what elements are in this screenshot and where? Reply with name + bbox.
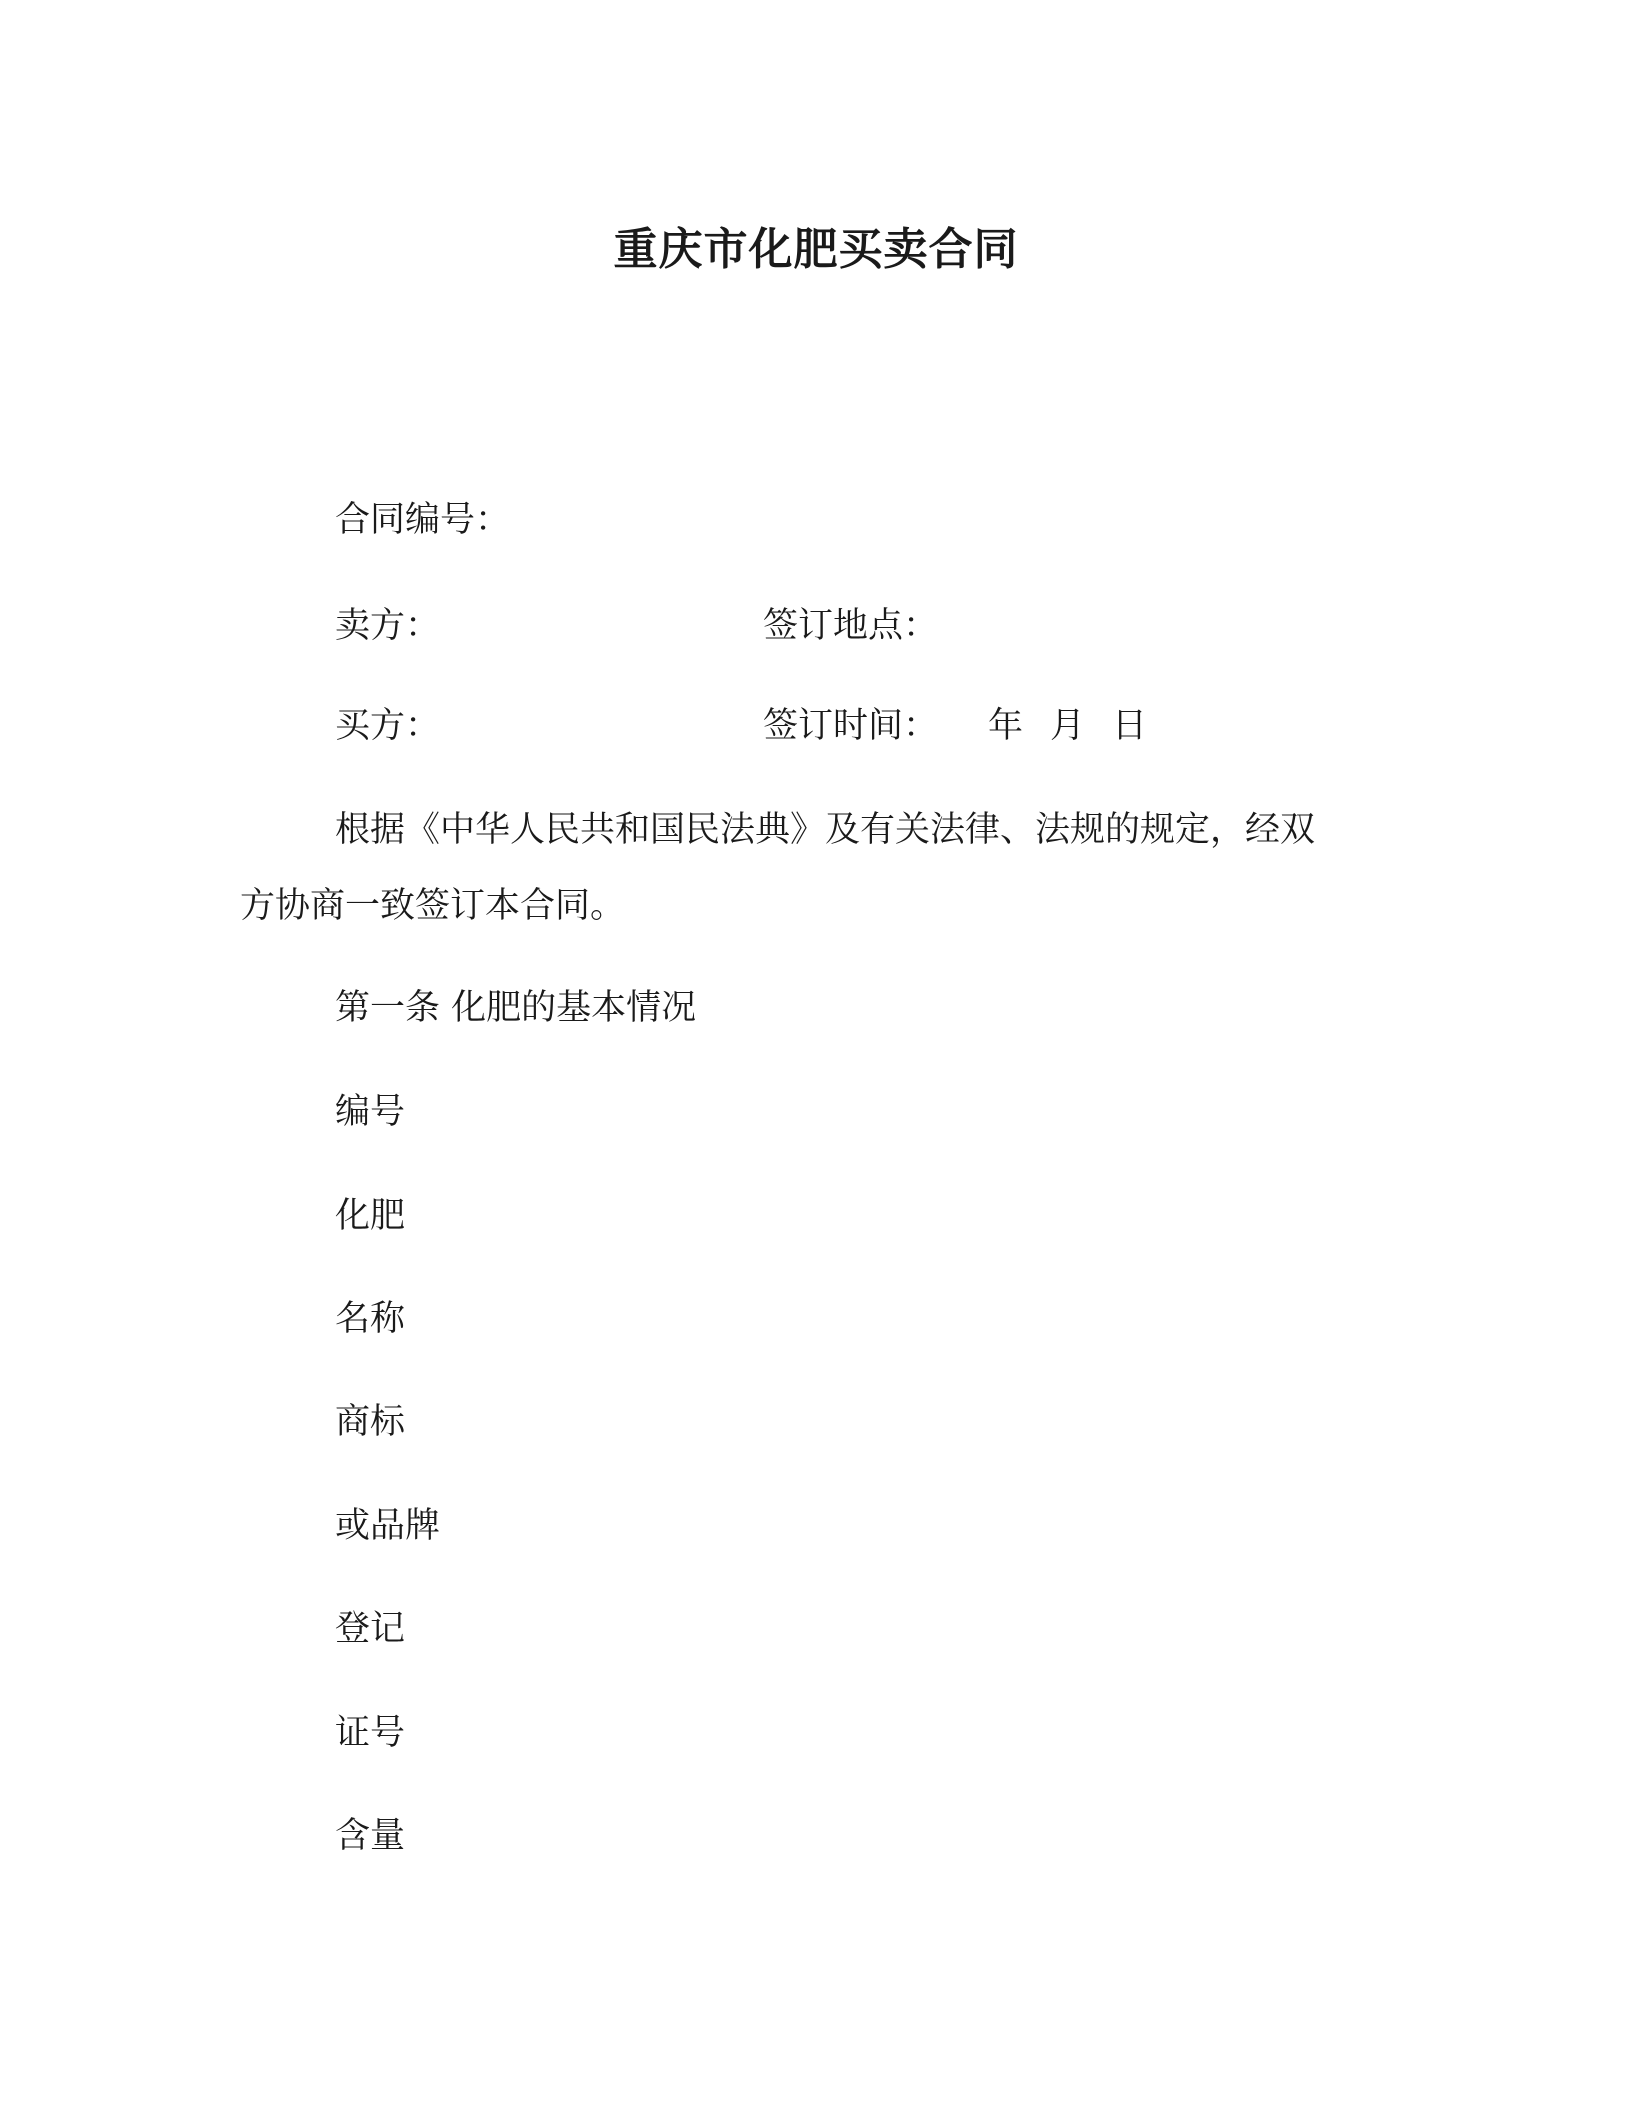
item-label: 商标	[335, 1402, 406, 1442]
item-label: 登记	[335, 1609, 406, 1649]
sign-place-label: 签订地点：	[763, 606, 939, 646]
contract-no-label: 合同编号：	[335, 500, 511, 540]
day-label: 日	[1112, 706, 1148, 746]
item-label: 或品牌	[335, 1506, 441, 1546]
buyer-label: 买方：	[335, 706, 441, 746]
item-label: 名称	[335, 1299, 406, 1339]
article-1-heading: 第一条 化肥的基本情况	[335, 988, 697, 1028]
intro-paragraph-line-1: 根据《中华人民共和国民法典》及有关法律、法规的规定，经双	[335, 810, 1316, 850]
intro-paragraph-line-2: 方协商一致签订本合同。	[240, 886, 626, 926]
item-label: 编号	[335, 1092, 406, 1132]
item-label: 化肥	[335, 1196, 406, 1236]
seller-label: 卖方：	[335, 606, 441, 646]
item-label: 证号	[335, 1713, 406, 1753]
month-label: 月	[1050, 706, 1086, 746]
year-label: 年	[988, 706, 1024, 746]
sign-time-label: 签订时间：	[763, 706, 939, 746]
document-title: 重庆市化肥买卖合同	[613, 224, 1019, 275]
item-label: 含量	[335, 1816, 406, 1856]
